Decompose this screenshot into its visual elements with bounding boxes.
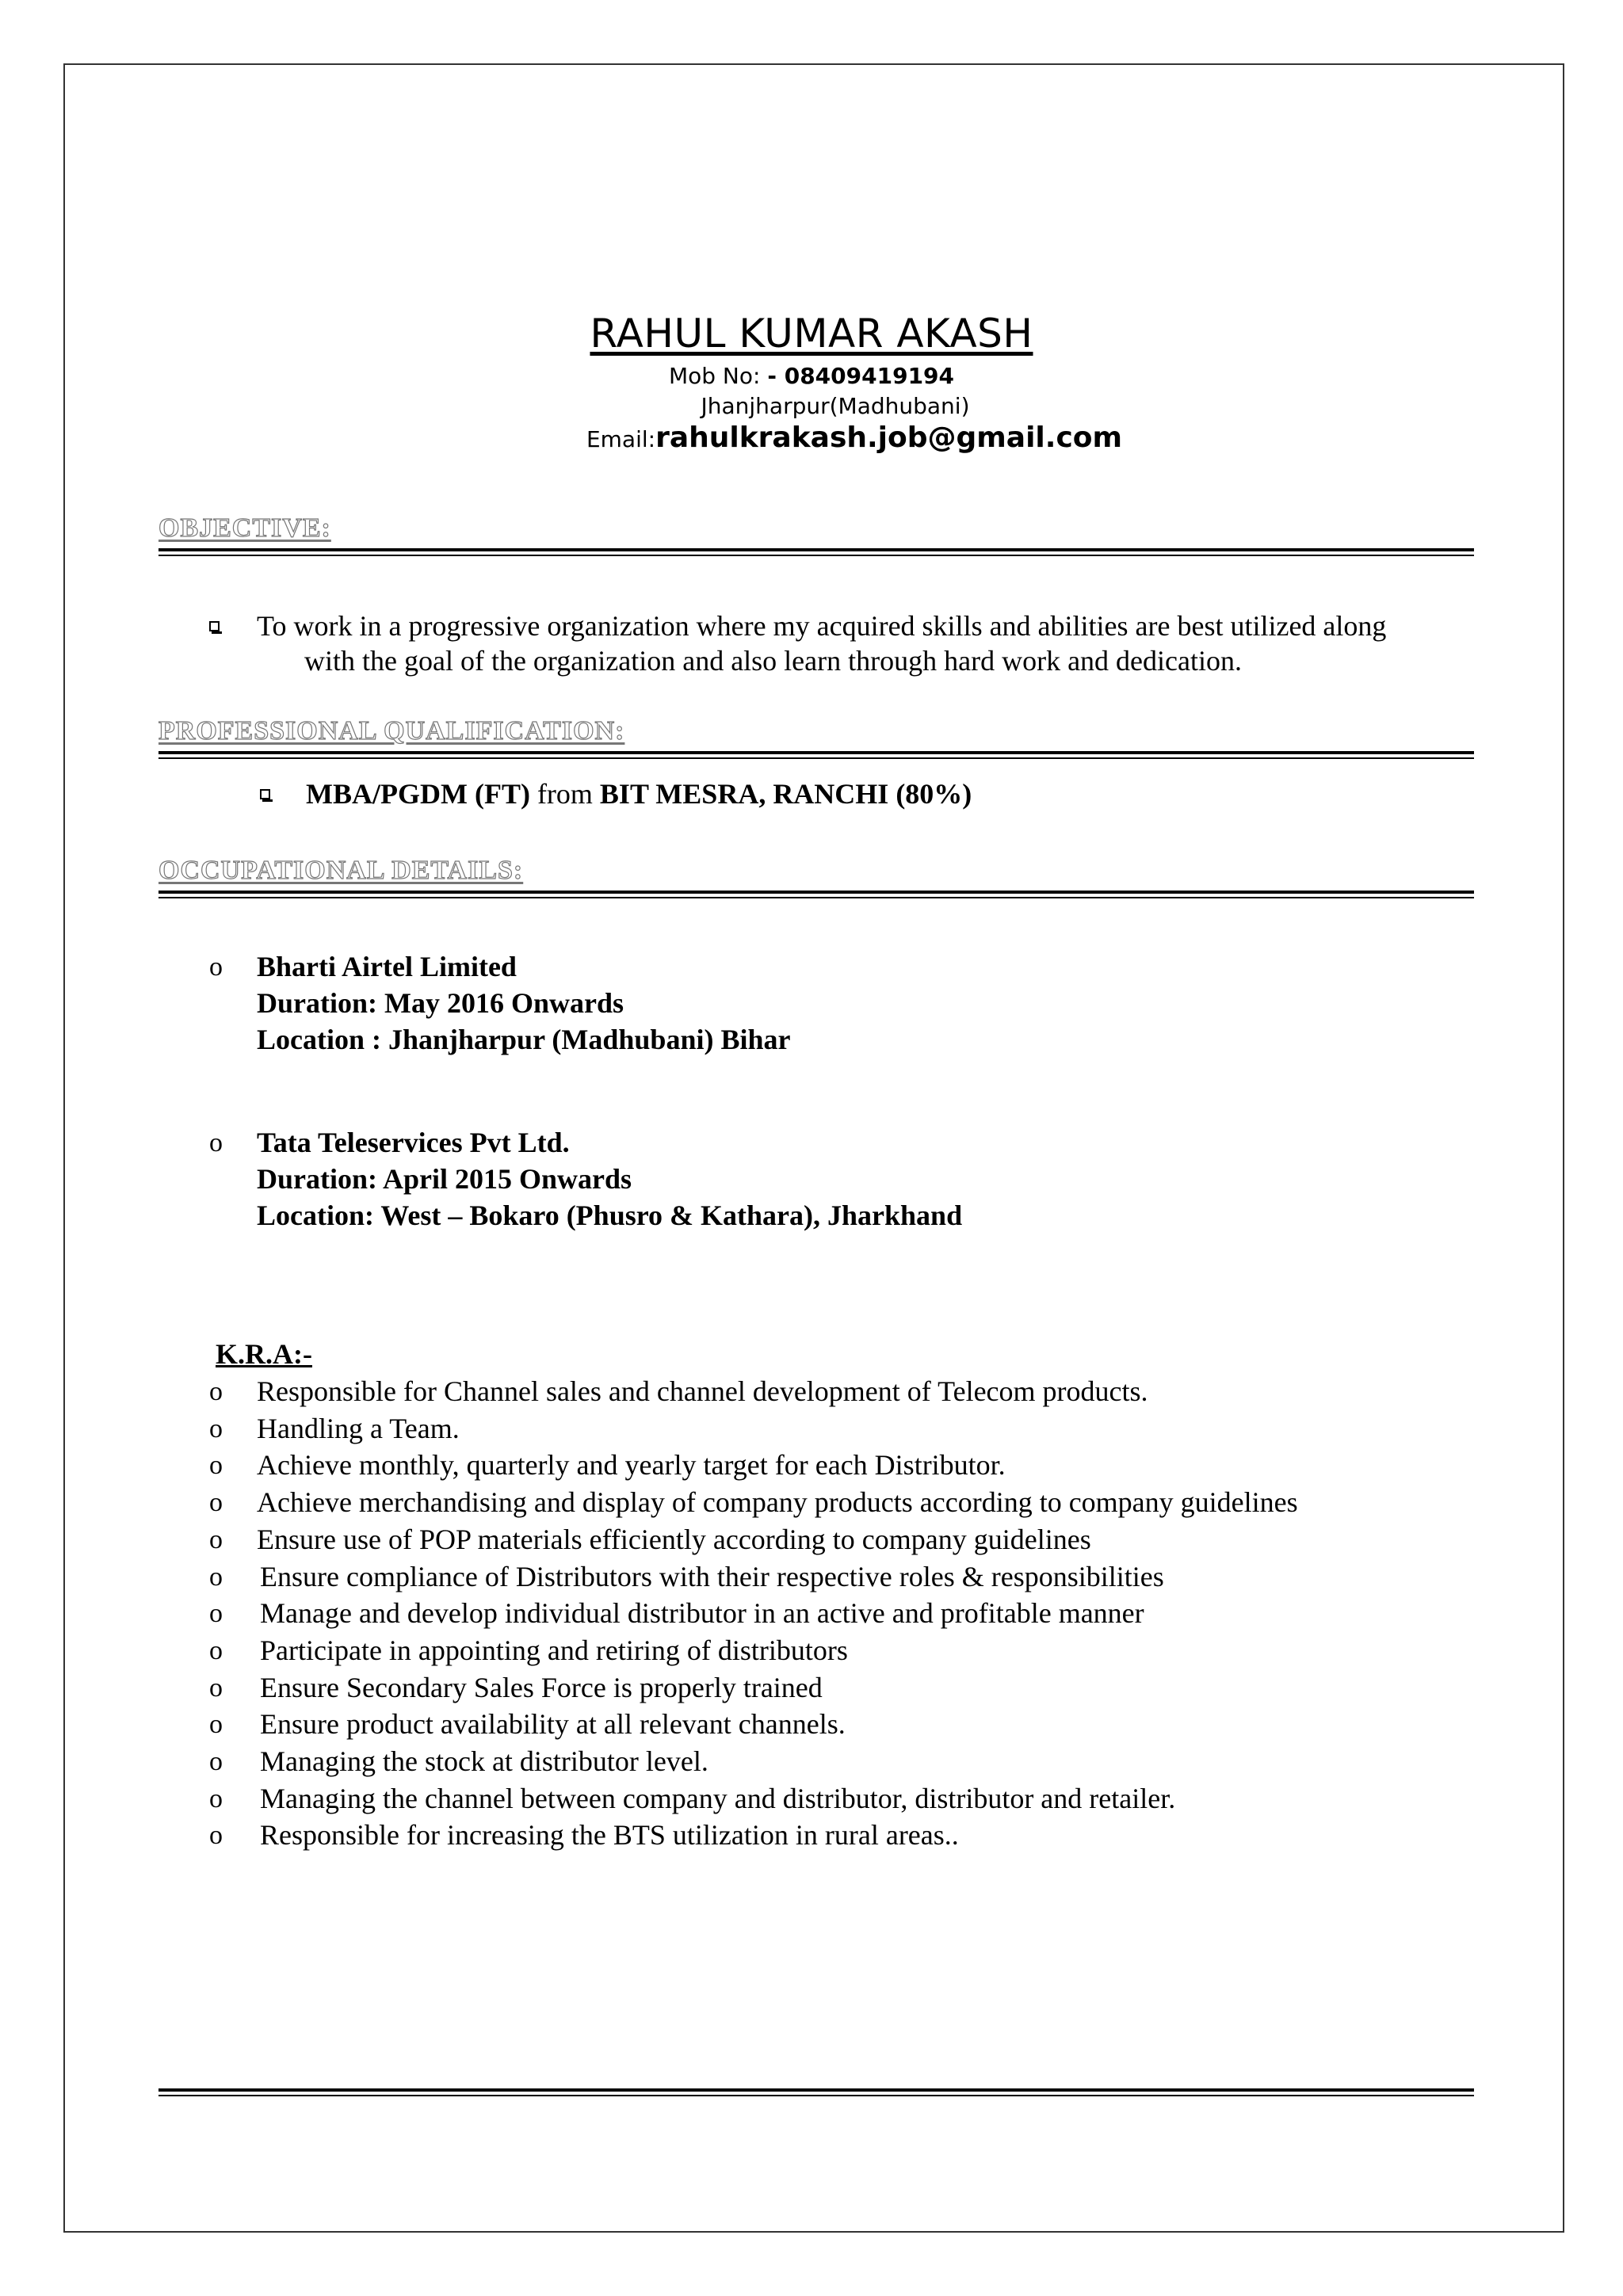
objective-rule: [158, 548, 1474, 556]
job-bullet-icon: o: [209, 952, 223, 982]
kra-item: Achieve merchandising and display of company products according to company guidelines: [257, 1486, 1298, 1518]
institute: BIT MESRA, RANCHI (80%): [599, 778, 972, 810]
candidate-name: RAHUL KUMAR AKASH: [590, 311, 1033, 357]
kra-bullet-icon: o: [209, 1562, 223, 1592]
kra-bullet-icon: o: [209, 1451, 223, 1480]
kra-item: Responsible for increasing the BTS utilization in rural areas..: [260, 1819, 959, 1851]
mobile-line: [0, 363, 1623, 389]
kra-bullet-icon: o: [209, 1673, 223, 1703]
kra-bullet-icon: o: [209, 1636, 223, 1665]
job-company: Bharti Airtel Limited: [257, 951, 517, 982]
occupation-title: OCCUPATIONAL DETAILS:: [158, 856, 524, 885]
objective-line-2: with the goal of the organization and also learn through hard work and dedication.: [304, 645, 1242, 677]
occupation-rule: [158, 891, 1474, 898]
kra-item: Responsible for Channel sales and channel development of Telecom products.: [257, 1375, 1148, 1407]
objective-title: OBJECTIVE:: [158, 513, 331, 543]
kra-bullet-icon: o: [209, 1377, 223, 1406]
kra-bullet-icon: o: [209, 1784, 223, 1814]
qualification-line: [306, 776, 972, 811]
kra-bullet-icon: o: [209, 1488, 223, 1517]
objective-line-1: To work in a progressive organization where my acquired skills and abilities are best utilized along: [257, 610, 1387, 642]
email-line: [0, 421, 1623, 454]
job-bullet-icon: o: [209, 1128, 223, 1158]
footer-rule: [158, 2088, 1474, 2096]
job-company: Tata Teleservices Pvt Ltd.: [257, 1127, 570, 1158]
kra-item: Achieve monthly, quarterly and yearly target for each Distributor.: [257, 1449, 1006, 1481]
kra-bullet-icon: o: [209, 1525, 223, 1554]
kra-bullet-icon: o: [209, 1414, 223, 1444]
qualification-rule: [158, 751, 1474, 759]
kra-item: Ensure compliance of Distributors with their respective roles & responsibilities: [260, 1561, 1164, 1592]
kra-item: Participate in appointing and retiring of distributors: [260, 1634, 848, 1666]
kra-bullet-icon: o: [209, 1710, 223, 1739]
checkbox-bullet-icon: [209, 621, 220, 631]
email-address: rahulkrakash.job@gmail.com: [655, 421, 1123, 454]
address: Jhanjharpur(Madhubani): [701, 393, 970, 419]
kra-item: Handling a Team.: [257, 1413, 460, 1444]
kra-title: K.R.A:-: [216, 1338, 312, 1370]
job-location: Location: West – Bokaro (Phusro & Kathara), Jharkhand: [257, 1199, 963, 1231]
kra-bullet-icon: o: [209, 1747, 223, 1776]
job-location: Location : Jhanjharpur (Madhubani) Bihar: [257, 1024, 791, 1055]
mobile-number: - 08409419194: [767, 363, 955, 389]
from-text: from: [529, 778, 600, 810]
kra-item: Managing the stock at distributor level.: [260, 1745, 708, 1777]
job-duration: Duration: April 2015 Onwards: [257, 1163, 632, 1195]
kra-item: Manage and develop individual distributor in an active and profitable manner: [260, 1597, 1144, 1629]
checkbox-bullet-icon: [260, 789, 270, 799]
kra-bullet-icon: o: [209, 1599, 223, 1628]
kra-item: Ensure product availability at all relevant channels.: [260, 1708, 846, 1740]
mobile-label: Mob No:: [668, 363, 768, 389]
kra-item: Managing the channel between company and distributor, distributor and retailer.: [260, 1783, 1176, 1814]
email-label: Email:: [586, 426, 656, 452]
degree: MBA/PGDM (FT): [306, 778, 530, 810]
qualification-title: PROFESSIONAL QUALIFICATION:: [158, 716, 625, 746]
kra-bullet-icon: o: [209, 1821, 223, 1850]
kra-item: Ensure Secondary Sales Force is properly trained: [260, 1672, 823, 1703]
job-duration: Duration: May 2016 Onwards: [257, 987, 624, 1019]
kra-item: Ensure use of POP materials efficiently according to company guidelines: [257, 1524, 1091, 1555]
